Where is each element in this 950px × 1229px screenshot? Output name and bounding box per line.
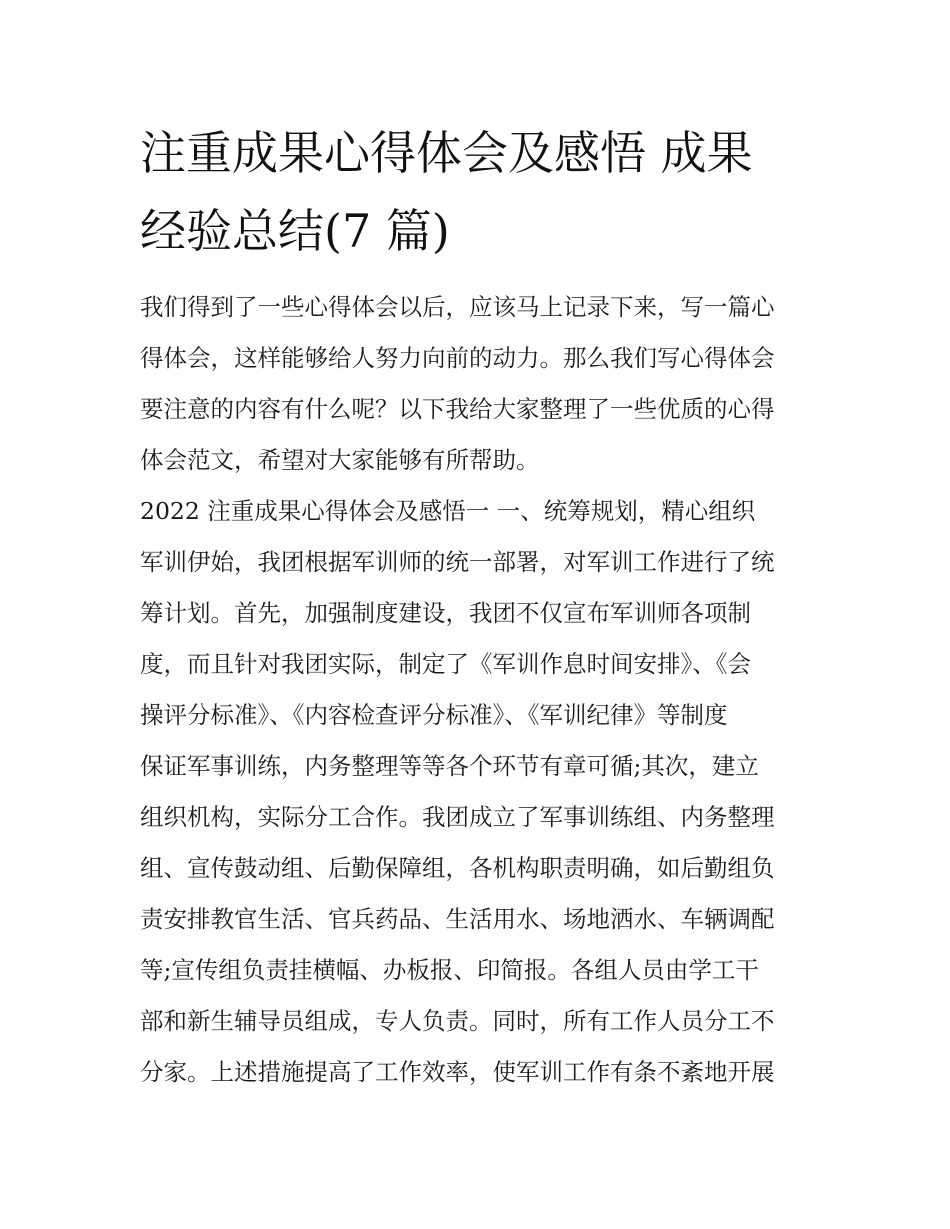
text-line: 得体会，这样能够给人努力向前的动力。那么我们写心得体会 [140, 344, 775, 372]
text-line: 部和新生辅导员组成，专人负责。同时，所有工作人员分工不 [140, 1007, 775, 1035]
text-line: 责安排教官生活、官兵药品、生活用水、场地洒水、车辆调配 [140, 905, 775, 933]
text-line: 体会范文，希望对大家能够有所帮助。 [140, 446, 540, 474]
text-line: 保证军事训练，内务整理等等各个环节有章可循;其次，建立 [140, 752, 759, 780]
text-line: 度，而且针对我团实际，制定了《军训作息时间安排》、《会 [140, 650, 751, 678]
text-line: 要注意的内容有什么呢？以下我给大家整理了一些优质的心得 [140, 395, 775, 423]
text-line: 组织机构，实际分工合作。我团成立了军事训练组、内务整理 [140, 803, 775, 831]
section-paragraph [140, 486, 820, 1098]
document-body [140, 282, 820, 1098]
title-line: 经验总结(7 篇) [140, 204, 450, 258]
text-line: 军训伊始，我团根据军训师的统一部署，对军训工作进行了统 [140, 548, 775, 576]
text-line: 操评分标准》、《内容检查评分标准》、《军训纪律》等制度 [140, 701, 728, 729]
section-heading-line: 2022 注重成果心得体会及感悟一 一、统筹规划，精心组织 [140, 497, 756, 525]
text-line: 等;宣传组负责挂横幅、办板报、印简报。各组人员由学工干 [140, 956, 759, 984]
text-line: 组、宣传鼓动组、后勤保障组，各机构职责明确，如后勤组负 [140, 854, 775, 882]
text-line: 我们得到了一些心得体会以后，应该马上记录下来，写一篇心 [140, 293, 775, 321]
page-title [140, 114, 820, 270]
text-line: 分家。上述措施提高了工作效率，使军训工作有条不紊地开展 [140, 1058, 775, 1086]
title-line: 注重成果心得体会及感悟 成果 [140, 126, 753, 180]
text-line: 筹计划。首先，加强制度建设，我团不仅宣布军训师各项制 [140, 599, 751, 627]
intro-paragraph [140, 282, 820, 486]
